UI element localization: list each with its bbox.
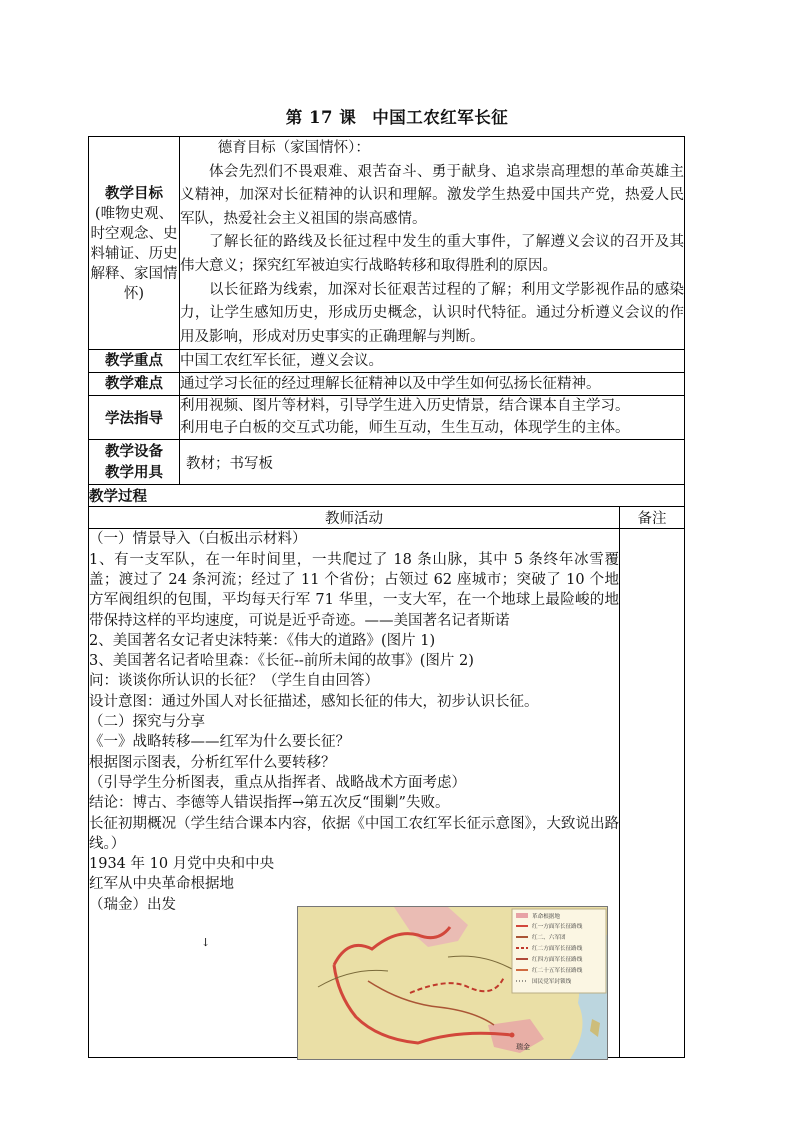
- legend-label: 红二、六军团: [532, 935, 566, 942]
- lesson-number: 第 17 课: [285, 108, 357, 127]
- activity-line: 长征初期概况（学生结合课本内容，依据《中国工农红军长征示意图》，大致说出路线。）: [89, 815, 619, 852]
- activity-line: 1934 年 10 月党中央和中央: [89, 856, 275, 873]
- goals-row: [89, 137, 685, 350]
- key-points-row: [89, 350, 685, 373]
- teacher-activity-header: 教师活动: [89, 507, 620, 529]
- equipment-row: [89, 440, 685, 485]
- activity-line: 3、美国著名记者哈里森：《长征--前所未闻的故事》(图片 2): [89, 653, 474, 670]
- activity-line: 设计意图：通过外国人对长征描述，感知长征的伟大，初步认识长征。: [89, 693, 539, 710]
- map-graphic: [298, 907, 607, 1059]
- legend-label: 红一方面军长征路线: [532, 924, 583, 931]
- goals-label-sub: (唯物史观、时空观念、史料辅证、历史解释、家国情怀): [90, 206, 178, 302]
- activity-line: （瑞金）出发: [89, 896, 176, 913]
- legend-label: 革命根据地: [532, 914, 560, 921]
- method-line: 利用电子白板的交互式功能，师生互动，生生互动，体现学生的主体。: [180, 419, 630, 436]
- activity-line: 根据图示图表，分析红军什么要转移？: [89, 754, 336, 771]
- equipment-text: 教材；书写板: [180, 440, 685, 485]
- goals-content: [180, 137, 685, 350]
- activity-line: 结论：博古、李德等人错误指挥→第五次反“围剿”失败。: [89, 795, 450, 812]
- legend-swatch: [516, 913, 528, 918]
- note-cell: [620, 529, 685, 1058]
- goals-paragraph: 体会先烈们不畏艰难、艰苦奋斗、勇于献身、追求崇高理想的革命英雄主义精神，加深对长征精神的认识和理解。激发学生热爱中国共产党，热爱人民军队，热爱社会主义祖国的崇高感情。: [180, 163, 684, 227]
- goals-paragraph: 以长征路为线索，加深对长征艰苦过程的了解；利用文学影视作品的感染力，让学生感知历史，形成历史概念，认识时代特征。通过分析遵义会议的作用及影响，形成对历史事实的正确理解与判断。: [180, 281, 684, 345]
- process-heading: 教学过程: [89, 485, 685, 507]
- legend-label: 红二方面军长征路线: [532, 946, 583, 953]
- activity-line: （引导学生分析图表，重点从指挥者、战略战术方面考虑）: [89, 774, 466, 791]
- place-label-ruijin: 瑞金: [516, 1043, 530, 1052]
- equipment-label-cell: [89, 440, 180, 485]
- process-content-row: [89, 529, 685, 1058]
- activity-line: 问：谈谈你所认识的长征？（学生自由回答）: [89, 673, 379, 690]
- long-march-map: [297, 906, 608, 1060]
- legend-label: 红四方面军长征路线: [532, 957, 583, 964]
- goals-label: 教学目标: [105, 185, 163, 202]
- lesson-title: [0, 104, 794, 128]
- method-line: 利用视频、图片等材料，引导学生进入历史情景，结合课本自主学习。: [180, 398, 630, 415]
- difficulties-row: [89, 373, 685, 396]
- key-points-label: 教学重点: [89, 350, 180, 373]
- key-points-text: 中国工农红军长征，遵义会议。: [180, 350, 685, 373]
- tools-label: 教学用具: [105, 464, 163, 482]
- down-arrow-icon: ↓: [201, 936, 211, 950]
- process-heading-row: [89, 485, 685, 507]
- activity-line: 1、有一支军队，在一年时间里，一共爬过了 18 条山脉，其中 5 条终年冰雪覆盖；渡过了 24 条河流；经过了 11 个省份；占领过 62 座城市；突破了 10 个地方军阀组织的包围，平均每天行军 71 华里，一支大军，在一个地球上最险峻的地带保持这样的平均速度，可说是近乎奇迹。——美国著名记者斯诺: [89, 551, 619, 629]
- goals-heading: 德育目标（家国情怀）：: [217, 140, 370, 156]
- lesson-plan-table: [88, 136, 685, 1058]
- difficulties-label: 教学难点: [89, 373, 180, 396]
- activity-line: （一）情景导入（白板出示材料）: [89, 531, 307, 548]
- method-label: 学法指导: [89, 396, 180, 440]
- goals-paragraph: 了解长征的路线及长征过程中发生的重大事件，了解遵义会议的召开及其伟大意义；探究红军被迫实行战略转移和取得胜利的原因。: [180, 234, 684, 274]
- lesson-name: 中国工农红军长征: [372, 108, 509, 127]
- note-header: 备注: [620, 507, 685, 529]
- activity-line: 红军从中央革命根据地: [89, 876, 234, 893]
- legend-label: 红二十五军长征路线: [532, 968, 583, 975]
- method-content: [180, 396, 685, 440]
- equipment-label: 教学设备: [105, 443, 163, 461]
- activity-line: 2、美国著名女记者史沫特莱：《伟大的道路》(图片 1): [89, 632, 436, 649]
- goals-label-cell: [89, 137, 180, 350]
- teacher-activity-cell: [89, 529, 620, 1058]
- activity-line: （二）探究与分享: [89, 714, 205, 731]
- method-row: [89, 396, 685, 440]
- legend-label: 国民党军封锁线: [532, 979, 572, 986]
- difficulties-text: 通过学习长征的经过理解长征精神以及中学生如何弘扬长征精神。: [180, 373, 685, 396]
- activity-line: 《一》战略转移——红军为什么要长征？: [89, 734, 350, 751]
- ruijin-marker-icon: [510, 1033, 515, 1038]
- process-columns-row: [89, 507, 685, 529]
